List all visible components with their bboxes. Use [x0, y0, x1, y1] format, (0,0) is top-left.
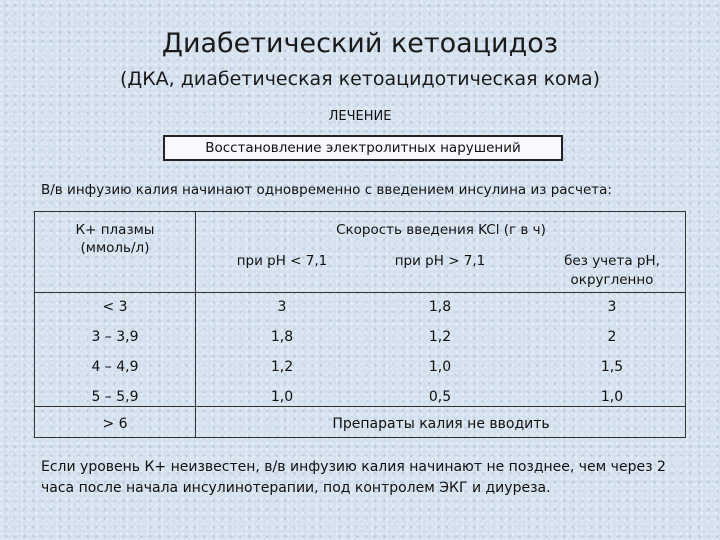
row-rate-ph-below: 1,2	[270, 359, 294, 375]
row-potassium-range: 3 – 3,9	[91, 329, 139, 345]
last-row-potassium-range: > 6	[102, 416, 128, 432]
row-potassium-range: 5 – 5,9	[91, 389, 139, 405]
row-rate-ph-below: 1,8	[270, 329, 294, 345]
col-header-unit: (ммоль/л)	[80, 240, 150, 256]
group-header-kcl-rate: Скорость введения KCl (г в ч)	[336, 222, 546, 238]
row-rate-rounded: 1,5	[600, 359, 624, 375]
intro-text: В/в инфузию калия начинают одновременно с введением инсулина из расчета:	[41, 182, 612, 198]
row-rate-rounded: 3	[607, 299, 617, 315]
row-potassium-range: < 3	[102, 299, 128, 315]
row-rate-rounded: 2	[607, 329, 617, 345]
footer-line: Если уровень К+ неизвестен, в/в инфузию калия начинают не позднее, чем через 2	[41, 459, 666, 475]
subheader-no-ph: без учета рН,	[564, 253, 660, 269]
col-header-potassium: К+ плазмы	[75, 222, 155, 238]
footer-line: часа после начала инсулинотерапии, под контролем ЭКГ и диуреза.	[41, 480, 551, 496]
subheader-ph-above: при рН > 7,1	[394, 253, 486, 269]
potassium-dosing-table	[34, 211, 686, 438]
topic-box: Восстановление электролитных нарушений	[163, 135, 563, 161]
header-divider	[35, 292, 685, 293]
subheader-ph-below: при рН < 7,1	[236, 253, 328, 269]
last-row-divider	[35, 406, 685, 407]
column-divider	[195, 212, 196, 437]
row-potassium-range: 4 – 4,9	[91, 359, 139, 375]
row-rate-ph-above: 1,2	[428, 329, 452, 345]
last-row-note: Препараты калия не вводить	[332, 416, 550, 432]
row-rate-ph-above: 0,5	[428, 389, 452, 405]
row-rate-ph-above: 1,8	[428, 299, 452, 315]
footer-note	[41, 457, 691, 499]
section-heading: ЛЕЧЕНИЕ	[328, 109, 392, 124]
subheader-rounded: округленно	[570, 272, 654, 288]
row-rate-ph-above: 1,0	[428, 359, 452, 375]
row-rate-ph-below: 1,0	[270, 389, 294, 405]
page-subtitle: (ДКА, диабетическая кетоацидотическая кома)	[119, 68, 601, 90]
row-rate-rounded: 1,0	[600, 389, 624, 405]
row-rate-ph-below: 3	[277, 299, 287, 315]
page-title: Диабетический кетоацидоз	[161, 28, 559, 59]
